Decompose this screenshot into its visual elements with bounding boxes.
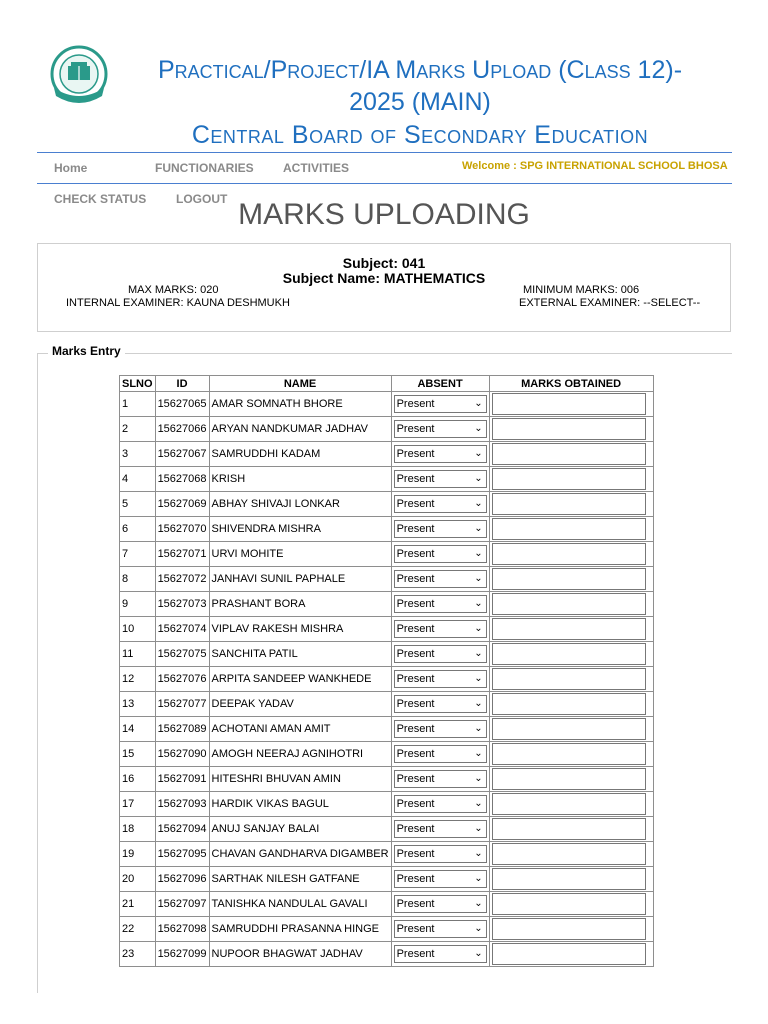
internal-examiner: INTERNAL EXAMINER: KAUNA DESHMUKH <box>66 297 290 309</box>
cell-absent <box>391 517 489 542</box>
table-row <box>120 842 654 867</box>
page-title-line-1: Practical/Project/IA Marks Upload (Class 12)- <box>157 56 683 84</box>
cell-slno: 1 <box>120 392 156 417</box>
absent-select-value: Present <box>396 423 435 435</box>
cell-slno: 8 <box>120 567 156 592</box>
nav-divider <box>37 183 732 184</box>
absent-select[interactable] <box>394 520 487 538</box>
cell-id: 15627098 <box>155 917 209 942</box>
cell-id: 15627097 <box>155 892 209 917</box>
board-name: Central Board of Secondary Education <box>191 121 649 149</box>
marks-obtained-input[interactable] <box>492 818 646 840</box>
absent-select[interactable] <box>394 495 487 513</box>
table-row <box>120 517 654 542</box>
cell-name: URVI MOHITE <box>209 542 391 567</box>
cell-id: 15627070 <box>155 517 209 542</box>
marks-obtained-input[interactable] <box>492 443 646 465</box>
cell-id: 15627093 <box>155 792 209 817</box>
marks-obtained-input[interactable] <box>492 468 646 490</box>
marks-entry-legend: Marks Entry <box>48 344 125 358</box>
chevron-down-icon: ⌄ <box>474 948 483 959</box>
page-title-line-2: 2025 (MAIN) <box>349 88 491 116</box>
cell-id: 15627076 <box>155 667 209 692</box>
table-row <box>120 692 654 717</box>
cell-slno: 5 <box>120 492 156 517</box>
marks-obtained-input[interactable] <box>492 493 646 515</box>
marks-table-body <box>120 392 654 967</box>
cell-slno: 16 <box>120 767 156 792</box>
welcome-message: Welcome : SPG INTERNATIONAL SCHOOL BHOSA <box>462 160 728 172</box>
cell-id: 15627089 <box>155 717 209 742</box>
table-row <box>120 767 654 792</box>
absent-select[interactable] <box>394 945 487 963</box>
cell-name: KRISH <box>209 467 391 492</box>
subject-info-box <box>37 243 731 332</box>
nav-logout[interactable]: LOGOUT <box>176 192 228 206</box>
subject-code: Subject: 041 <box>342 255 426 271</box>
cell-marks <box>489 892 653 917</box>
cell-absent <box>391 567 489 592</box>
table-row <box>120 942 654 967</box>
cell-id: 15627077 <box>155 692 209 717</box>
cell-name: ACHOTANI AMAN AMIT <box>209 717 391 742</box>
cell-id: 15627072 <box>155 567 209 592</box>
cell-name: ARYAN NANDKUMAR JADHAV <box>209 417 391 442</box>
cell-marks <box>489 742 653 767</box>
cell-slno: 12 <box>120 667 156 692</box>
cell-id: 15627068 <box>155 467 209 492</box>
column-header-absent: ABSENT <box>391 376 489 392</box>
cell-name: NUPOOR BHAGWAT JADHAV <box>209 942 391 967</box>
cell-name: TANISHKA NANDULAL GAVALI <box>209 892 391 917</box>
cell-absent <box>391 942 489 967</box>
absent-select[interactable] <box>394 720 487 738</box>
cell-slno: 13 <box>120 692 156 717</box>
table-row <box>120 542 654 567</box>
absent-select-value: Present <box>396 848 435 860</box>
chevron-down-icon: ⌄ <box>474 573 483 584</box>
cell-slno: 6 <box>120 517 156 542</box>
nav-activities[interactable]: ACTIVITIES <box>283 161 350 175</box>
absent-select-value: Present <box>396 573 435 585</box>
absent-select-value: Present <box>396 748 435 760</box>
absent-select[interactable] <box>394 420 487 438</box>
cell-name: SHIVENDRA MISHRA <box>209 517 391 542</box>
table-row <box>120 867 654 892</box>
cell-name: AMOGH NEERAJ AGNIHOTRI <box>209 742 391 767</box>
chevron-down-icon: ⌄ <box>474 848 483 859</box>
cell-absent <box>391 692 489 717</box>
cell-slno: 2 <box>120 417 156 442</box>
cell-id: 15627074 <box>155 617 209 642</box>
cell-name: ANUJ SANJAY BALAI <box>209 817 391 842</box>
cell-marks <box>489 867 653 892</box>
absent-select-value: Present <box>396 473 435 485</box>
absent-select[interactable] <box>394 920 487 938</box>
cell-absent <box>391 467 489 492</box>
cell-id: 15627099 <box>155 942 209 967</box>
table-row <box>120 917 654 942</box>
cell-absent <box>391 717 489 742</box>
cell-absent <box>391 917 489 942</box>
absent-select-value: Present <box>396 448 435 460</box>
cell-marks <box>489 792 653 817</box>
table-row <box>120 742 654 767</box>
table-row <box>120 792 654 817</box>
absent-select[interactable] <box>394 395 487 413</box>
absent-select[interactable] <box>394 620 487 638</box>
cell-slno: 3 <box>120 442 156 467</box>
cell-id: 15627095 <box>155 842 209 867</box>
absent-select-value: Present <box>396 823 435 835</box>
cell-absent <box>391 842 489 867</box>
absent-select[interactable] <box>394 570 487 588</box>
marks-obtained-input[interactable] <box>492 543 646 565</box>
marks-obtained-input[interactable] <box>492 893 646 915</box>
cell-id: 15627096 <box>155 867 209 892</box>
cbse-emblem-icon <box>44 44 114 108</box>
table-row <box>120 892 654 917</box>
cell-absent <box>391 867 489 892</box>
table-row <box>120 592 654 617</box>
nav-functionaries[interactable]: FUNCTIONARIES <box>155 161 254 175</box>
table-row <box>120 617 654 642</box>
absent-select-value: Present <box>396 648 435 660</box>
absent-select-value: Present <box>396 923 435 935</box>
table-row <box>120 567 654 592</box>
table-row <box>120 467 654 492</box>
marks-obtained-input[interactable] <box>492 593 646 615</box>
marks-obtained-input[interactable] <box>492 693 646 715</box>
marks-obtained-input[interactable] <box>492 393 646 415</box>
absent-select-value: Present <box>396 523 435 535</box>
table-row <box>120 642 654 667</box>
absent-select[interactable] <box>394 820 487 838</box>
cell-marks <box>489 692 653 717</box>
cell-slno: 18 <box>120 817 156 842</box>
cell-slno: 9 <box>120 592 156 617</box>
column-header-slno: SLNO <box>120 376 156 392</box>
absent-select-value: Present <box>396 798 435 810</box>
marks-obtained-input[interactable] <box>492 518 646 540</box>
cell-marks <box>489 942 653 967</box>
cell-slno: 11 <box>120 642 156 667</box>
absent-select[interactable] <box>394 795 487 813</box>
table-row <box>120 667 654 692</box>
cell-marks <box>489 642 653 667</box>
cell-id: 15627090 <box>155 742 209 767</box>
cell-id: 15627067 <box>155 442 209 467</box>
cell-marks <box>489 617 653 642</box>
cell-marks <box>489 917 653 942</box>
cell-absent <box>391 392 489 417</box>
chevron-down-icon: ⌄ <box>474 498 483 509</box>
external-examiner: EXTERNAL EXAMINER: --SELECT-- <box>519 297 701 309</box>
cell-absent <box>391 792 489 817</box>
fieldset-border-top <box>37 353 732 354</box>
table-header-row <box>120 376 654 392</box>
cell-marks <box>489 767 653 792</box>
cell-name: SARTHAK NILESH GATFANE <box>209 867 391 892</box>
marks-table <box>119 375 654 967</box>
marks-obtained-input[interactable] <box>492 568 646 590</box>
cell-absent <box>391 817 489 842</box>
absent-select[interactable] <box>394 470 487 488</box>
table-row <box>120 417 654 442</box>
cell-slno: 4 <box>120 467 156 492</box>
absent-select-value: Present <box>396 698 435 710</box>
marks-obtained-input[interactable] <box>492 793 646 815</box>
absent-select-value: Present <box>396 948 435 960</box>
absent-select-value: Present <box>396 673 435 685</box>
cell-id: 15627071 <box>155 542 209 567</box>
cell-slno: 21 <box>120 892 156 917</box>
cell-marks <box>489 817 653 842</box>
cell-marks <box>489 542 653 567</box>
cell-marks <box>489 667 653 692</box>
absent-select[interactable] <box>394 545 487 563</box>
cell-absent <box>391 417 489 442</box>
nav-check-status[interactable]: CHECK STATUS <box>54 192 147 206</box>
cell-marks <box>489 517 653 542</box>
cell-marks <box>489 392 653 417</box>
cell-id: 15627075 <box>155 642 209 667</box>
absent-select[interactable] <box>394 645 487 663</box>
cell-marks <box>489 417 653 442</box>
absent-select-value: Present <box>396 873 435 885</box>
cell-id: 15627094 <box>155 817 209 842</box>
marks-obtained-input[interactable] <box>492 768 646 790</box>
cell-id: 15627066 <box>155 417 209 442</box>
cell-name: SAMRUDDHI KADAM <box>209 442 391 467</box>
chevron-down-icon: ⌄ <box>474 723 483 734</box>
chevron-down-icon: ⌄ <box>474 623 483 634</box>
absent-select-value: Present <box>396 898 435 910</box>
marks-obtained-input[interactable] <box>492 643 646 665</box>
cell-name: SAMRUDDHI PRASANNA HINGE <box>209 917 391 942</box>
marks-obtained-input[interactable] <box>492 943 646 965</box>
chevron-down-icon: ⌄ <box>474 448 483 459</box>
marks-obtained-input[interactable] <box>492 743 646 765</box>
table-row <box>120 492 654 517</box>
cell-marks <box>489 567 653 592</box>
cell-id: 15627069 <box>155 492 209 517</box>
absent-select-value: Present <box>396 598 435 610</box>
chevron-down-icon: ⌄ <box>474 798 483 809</box>
cell-name: HITESHRI BHUVAN AMIN <box>209 767 391 792</box>
cell-absent <box>391 767 489 792</box>
cell-absent <box>391 442 489 467</box>
cell-name: ABHAY SHIVAJI LONKAR <box>209 492 391 517</box>
absent-select[interactable] <box>394 670 487 688</box>
absent-select-value: Present <box>396 723 435 735</box>
chevron-down-icon: ⌄ <box>474 648 483 659</box>
table-row <box>120 717 654 742</box>
cell-name: AMAR SOMNATH BHORE <box>209 392 391 417</box>
chevron-down-icon: ⌄ <box>474 748 483 759</box>
nav-home[interactable]: Home <box>54 161 88 175</box>
chevron-down-icon: ⌄ <box>474 773 483 784</box>
cell-name: DEEPAK YADAV <box>209 692 391 717</box>
marks-obtained-input[interactable] <box>492 843 646 865</box>
marks-obtained-input[interactable] <box>492 868 646 890</box>
cell-absent <box>391 892 489 917</box>
cell-id: 15627091 <box>155 767 209 792</box>
cell-slno: 19 <box>120 842 156 867</box>
cell-name: CHAVAN GANDHARVA DIGAMBER <box>209 842 391 867</box>
cell-absent <box>391 542 489 567</box>
cell-absent <box>391 617 489 642</box>
cell-slno: 23 <box>120 942 156 967</box>
cell-slno: 20 <box>120 867 156 892</box>
chevron-down-icon: ⌄ <box>474 698 483 709</box>
marks-obtained-input[interactable] <box>492 668 646 690</box>
cell-absent <box>391 492 489 517</box>
cell-absent <box>391 592 489 617</box>
cell-marks <box>489 467 653 492</box>
chevron-down-icon: ⌄ <box>474 523 483 534</box>
table-row <box>120 392 654 417</box>
cell-name: HARDIK VIKAS BAGUL <box>209 792 391 817</box>
absent-select[interactable] <box>394 445 487 463</box>
cell-marks <box>489 442 653 467</box>
column-header-id: ID <box>155 376 209 392</box>
absent-select[interactable] <box>394 845 487 863</box>
marks-obtained-input[interactable] <box>492 718 646 740</box>
absent-select[interactable] <box>394 745 487 763</box>
cell-slno: 22 <box>120 917 156 942</box>
table-row <box>120 817 654 842</box>
absent-select[interactable] <box>394 895 487 913</box>
header-divider <box>37 152 732 153</box>
absent-select[interactable] <box>394 870 487 888</box>
cell-name: ARPITA SANDEEP WANKHEDE <box>209 667 391 692</box>
chevron-down-icon: ⌄ <box>474 598 483 609</box>
chevron-down-icon: ⌄ <box>474 423 483 434</box>
cell-slno: 15 <box>120 742 156 767</box>
chevron-down-icon: ⌄ <box>474 548 483 559</box>
absent-select-value: Present <box>396 548 435 560</box>
absent-select[interactable] <box>394 770 487 788</box>
cell-slno: 7 <box>120 542 156 567</box>
cell-absent <box>391 667 489 692</box>
absent-select-value: Present <box>396 773 435 785</box>
absent-select-value: Present <box>396 398 435 410</box>
cell-id: 15627073 <box>155 592 209 617</box>
page-heading: MARKS UPLOADING <box>238 198 530 231</box>
absent-select[interactable] <box>394 595 487 613</box>
minimum-marks: MINIMUM MARKS: 006 <box>523 284 640 296</box>
chevron-down-icon: ⌄ <box>474 898 483 909</box>
fieldset-border-left <box>37 353 38 993</box>
cell-name: SANCHITA PATIL <box>209 642 391 667</box>
cell-id: 15627065 <box>155 392 209 417</box>
cell-name: PRASHANT BORA <box>209 592 391 617</box>
cell-marks <box>489 717 653 742</box>
cell-name: VIPLAV RAKESH MISHRA <box>209 617 391 642</box>
cell-absent <box>391 642 489 667</box>
chevron-down-icon: ⌄ <box>474 823 483 834</box>
cell-absent <box>391 742 489 767</box>
chevron-down-icon: ⌄ <box>474 673 483 684</box>
table-row <box>120 442 654 467</box>
marks-obtained-input[interactable] <box>492 418 646 440</box>
cell-marks <box>489 842 653 867</box>
absent-select[interactable] <box>394 695 487 713</box>
cell-slno: 14 <box>120 717 156 742</box>
subject-name: Subject Name: MATHEMATICS <box>282 270 486 286</box>
absent-select-value: Present <box>396 498 435 510</box>
marks-obtained-input[interactable] <box>492 918 646 940</box>
max-marks: MAX MARKS: 020 <box>128 284 219 296</box>
absent-select-value: Present <box>396 623 435 635</box>
cell-slno: 17 <box>120 792 156 817</box>
cell-marks <box>489 492 653 517</box>
marks-obtained-input[interactable] <box>492 618 646 640</box>
page-header <box>0 0 768 152</box>
chevron-down-icon: ⌄ <box>474 923 483 934</box>
column-header-name: NAME <box>209 376 391 392</box>
cell-marks <box>489 592 653 617</box>
cell-slno: 10 <box>120 617 156 642</box>
chevron-down-icon: ⌄ <box>474 473 483 484</box>
chevron-down-icon: ⌄ <box>474 873 483 884</box>
cell-name: JANHAVI SUNIL PAPHALE <box>209 567 391 592</box>
chevron-down-icon: ⌄ <box>474 398 483 409</box>
column-header-marks-obtained: MARKS OBTAINED <box>489 376 653 392</box>
